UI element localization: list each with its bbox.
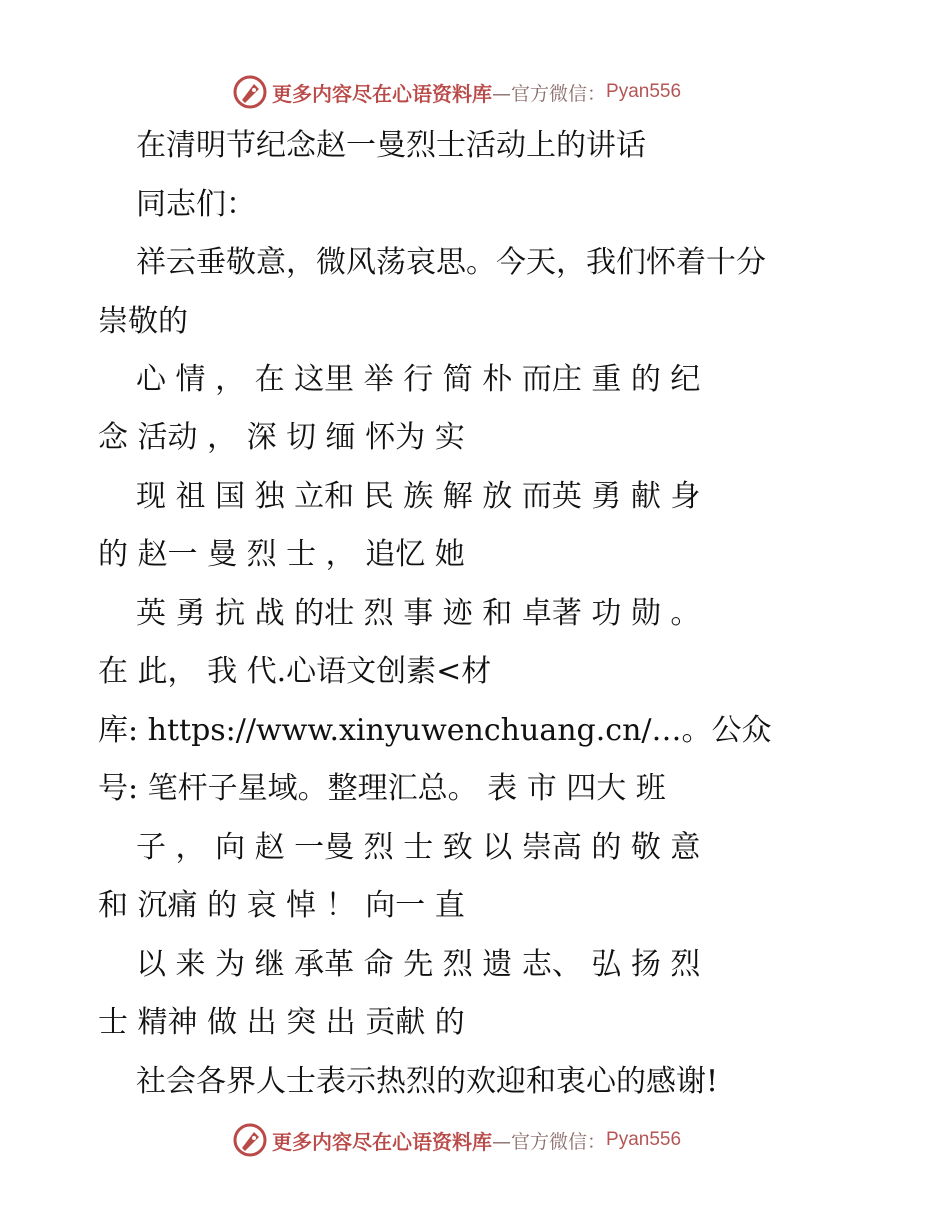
watermark-text: 更多内容尽在心语资料库 xyxy=(272,1129,492,1154)
body-line: 祥云垂敬意，微风荡哀思。今天，我们怀着十分 xyxy=(136,245,766,280)
body-line: 社会各界人士表示热烈的欢迎和衷心的感谢! xyxy=(136,1064,719,1099)
greeting: 同志们： xyxy=(136,187,256,222)
body-line: 现 祖 国 独 立和 民 族 解 放 而英 勇 献 身 xyxy=(136,479,701,514)
document-title: 在清明节纪念赵一曼烈士活动上的讲话 xyxy=(136,128,646,163)
body-line: 心 情 ， 在 这里 举 行 简 朴 而庄 重 的 纪 xyxy=(136,362,701,397)
body-line: 崇敬的 xyxy=(98,304,188,339)
body-line: 的 赵一 曼 烈 士 ， 追忆 她 xyxy=(98,537,465,572)
watermark-banner-top xyxy=(232,72,732,112)
body-line: 库: https://www.xinyuwenchuang.cn/…。公众 xyxy=(98,713,772,748)
watermark-wechat-label: —官方微信： xyxy=(492,1130,607,1153)
body-line: 号: 笔杆子星域。整理汇总。 表 市 四大 班 xyxy=(98,771,666,806)
body-line: 和 沉痛 的 哀 悼 ！ 向一 直 xyxy=(98,888,465,923)
watermark-banner-bottom xyxy=(232,1120,732,1160)
body-line: 在 此， 我 代.心语文创素<材 xyxy=(98,654,492,689)
body-line: 英 勇 抗 战 的壮 烈 事 迹 和 卓著 功 勋 。 xyxy=(136,596,701,631)
watermark-wechat-label: —官方微信： xyxy=(492,82,607,105)
pen-nib-logo-icon xyxy=(232,74,268,110)
watermark-text: 更多内容尽在心语资料库 xyxy=(272,81,492,106)
body-line: 子 ， 向 赵 一曼 烈 士 致 以 崇高 的 敬 意 xyxy=(136,830,701,865)
watermark-wechat-id: Pyan556 xyxy=(606,1129,682,1150)
body-line: 念 活动 ， 深 切 缅 怀为 实 xyxy=(98,420,465,455)
pen-nib-logo-icon xyxy=(232,1122,268,1158)
watermark-wechat-id: Pyan556 xyxy=(606,81,682,102)
body-line: 以 来 为 继 承革 命 先 烈 遗 志、 弘 扬 烈 xyxy=(136,947,701,982)
body-line: 士 精神 做 出 突 出 贡献 的 xyxy=(98,1005,465,1040)
